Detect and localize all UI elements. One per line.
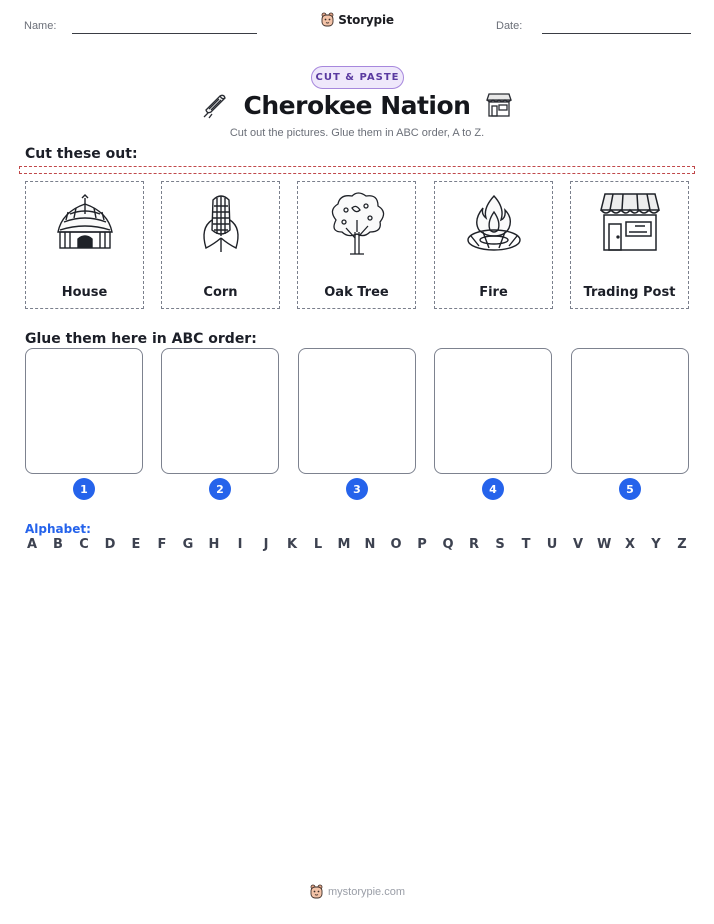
date-line bbox=[542, 33, 691, 34]
alphabet-letter: C bbox=[79, 537, 89, 552]
cut-card-oak-tree[interactable] bbox=[297, 181, 416, 309]
alphabet-letter: T bbox=[521, 537, 531, 552]
cut-card-corn[interactable] bbox=[161, 181, 280, 309]
card-label: Trading Post bbox=[583, 285, 676, 300]
alphabet-letter: F bbox=[157, 537, 167, 552]
alphabet-letter: S bbox=[495, 537, 505, 552]
alphabet-letter: G bbox=[182, 537, 194, 552]
glue-slot-3[interactable] bbox=[298, 348, 416, 474]
glue-slot-1[interactable] bbox=[25, 348, 143, 474]
alphabet-letter: J bbox=[263, 537, 269, 552]
alphabet-letter: H bbox=[208, 537, 220, 552]
alphabet-label: Alphabet: bbox=[25, 522, 91, 536]
name-line bbox=[72, 33, 257, 34]
glue-slot-5[interactable] bbox=[571, 348, 689, 474]
cut-card-trading-post[interactable] bbox=[570, 181, 689, 309]
alphabet-letter: P bbox=[417, 537, 427, 552]
card-label: House bbox=[61, 285, 108, 300]
alphabet-letter: U bbox=[546, 537, 558, 552]
alphabet-letter: V bbox=[572, 537, 584, 552]
trading-post-icon bbox=[484, 90, 514, 120]
alphabet-letter: B bbox=[53, 537, 63, 552]
slot-number: 2 bbox=[209, 478, 231, 500]
storypie-mascot-icon bbox=[320, 12, 335, 28]
alphabet-letter: O bbox=[390, 537, 402, 552]
alphabet-letter: I bbox=[237, 537, 243, 552]
house-icon bbox=[50, 190, 120, 258]
alphabet-letter: K bbox=[286, 537, 298, 552]
card-label: Corn bbox=[203, 285, 238, 300]
cut-card-house[interactable] bbox=[25, 181, 144, 309]
alphabet-letter: D bbox=[104, 537, 116, 552]
trading-post-icon bbox=[595, 190, 665, 258]
alphabet-row bbox=[25, 537, 689, 552]
alphabet-letter: W bbox=[597, 537, 612, 552]
alphabet-letter: Q bbox=[442, 537, 454, 552]
slot-number: 3 bbox=[346, 478, 368, 500]
alphabet-letter: L bbox=[313, 537, 323, 552]
fire-icon bbox=[459, 190, 529, 258]
alphabet-letter: R bbox=[468, 537, 479, 552]
page-title: Cherokee Nation bbox=[243, 90, 471, 120]
alphabet-letter: Y bbox=[651, 537, 661, 552]
glue-section-heading: Glue them here in ABC order: bbox=[25, 331, 257, 347]
alphabet-letter: E bbox=[131, 537, 141, 552]
alphabet-letter: N bbox=[364, 537, 376, 552]
alphabet-letter: X bbox=[624, 537, 636, 552]
glue-slot-4[interactable] bbox=[434, 348, 552, 474]
footer-url[interactable]: mystorypie.com bbox=[327, 886, 406, 898]
alphabet-letter: Z bbox=[677, 537, 687, 552]
cut-section-heading: Cut these out: bbox=[25, 146, 138, 162]
alphabet-letter: A bbox=[26, 537, 38, 552]
glue-slot-2[interactable] bbox=[161, 348, 279, 474]
footer bbox=[0, 884, 714, 900]
scroll-icon bbox=[200, 90, 230, 120]
brand-name: Storypie bbox=[338, 13, 394, 27]
slot-number: 5 bbox=[619, 478, 641, 500]
storypie-mascot-icon bbox=[309, 884, 324, 900]
cut-card-fire[interactable] bbox=[434, 181, 553, 309]
slot-number: 4 bbox=[482, 478, 504, 500]
instructions: Cut out the pictures. Glue them in ABC order, A to Z. bbox=[229, 127, 485, 139]
card-label: Oak Tree bbox=[324, 285, 389, 300]
corn-icon bbox=[186, 190, 256, 258]
brand-logo bbox=[0, 12, 714, 28]
alphabet-letter: M bbox=[337, 537, 351, 552]
cut-line bbox=[19, 166, 695, 174]
cut-paste-badge: CUT & PASTE bbox=[311, 66, 404, 89]
title-row bbox=[0, 90, 714, 120]
date-label: Date: bbox=[496, 20, 523, 32]
name-label: Name: bbox=[24, 20, 57, 32]
oak-tree-icon bbox=[322, 190, 392, 258]
slot-number: 1 bbox=[73, 478, 95, 500]
card-label: Fire bbox=[479, 285, 508, 300]
